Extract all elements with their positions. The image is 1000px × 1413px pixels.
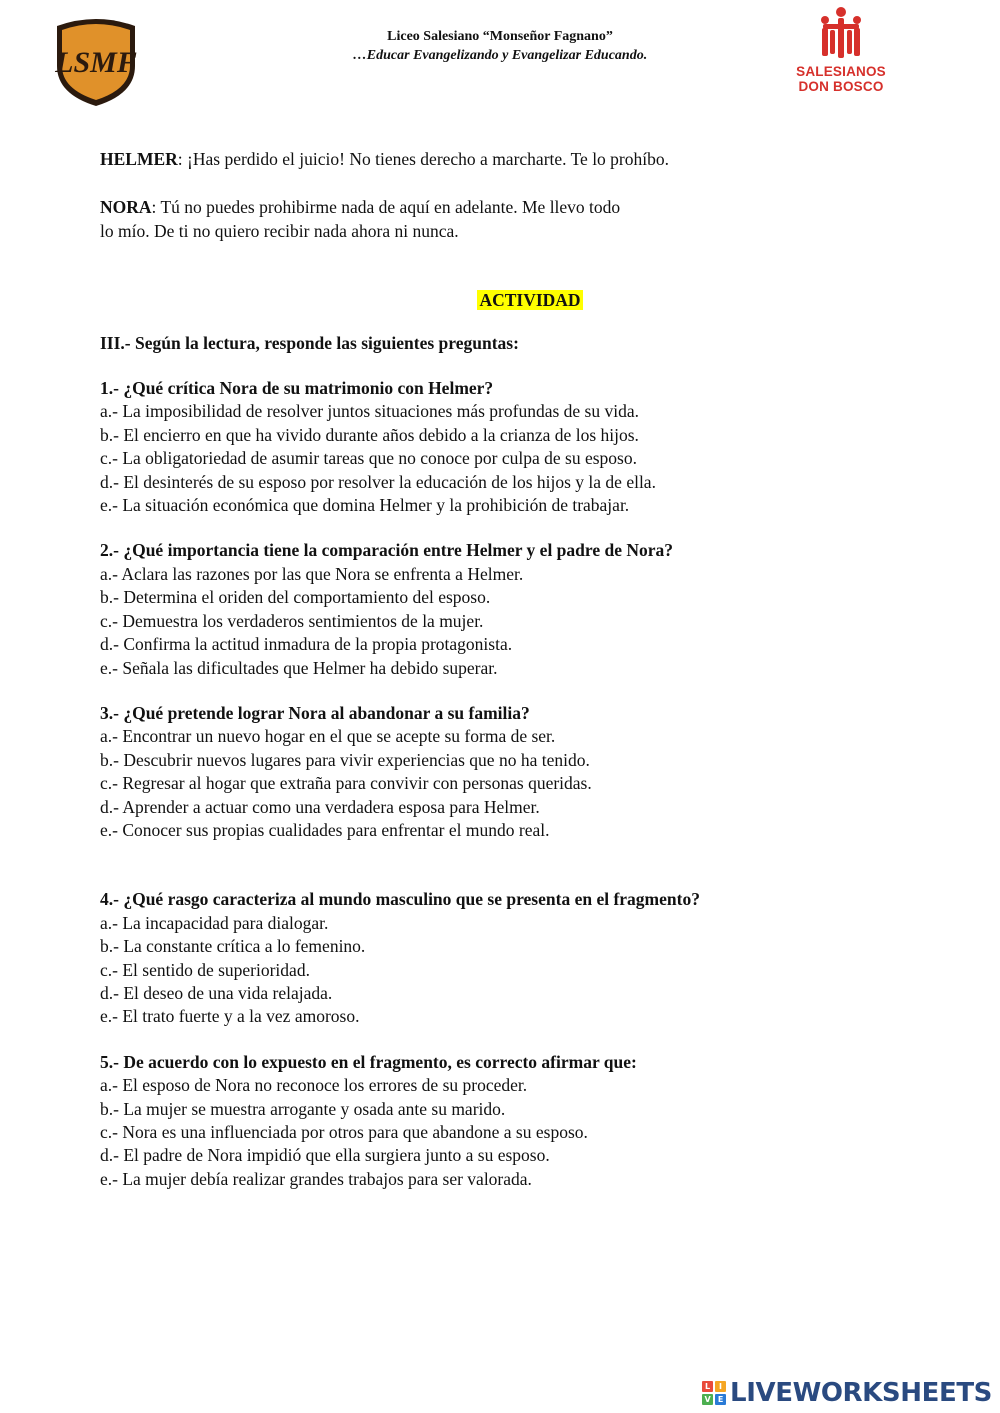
answer-option[interactable]: c.- Regresar al hogar que extraña para convivir con personas queridas. — [100, 773, 592, 794]
answer-option[interactable]: a.- Aclara las razones por las que Nora se enfrenta a Helmer. — [100, 563, 524, 584]
answer-option[interactable]: a.- La imposibilidad de resolver juntos situaciones más profundas de su vida. — [100, 401, 639, 422]
answer-option[interactable]: e.- Conocer sus propias cualidades para enfrentar el mundo real. — [100, 819, 550, 840]
answer-option[interactable]: d.- El deseo de una vida relajada. — [100, 982, 333, 1003]
speaker-name: NORA — [100, 197, 152, 218]
answer-option[interactable]: e.- La mujer debía realizar grandes trabajos para ser valorada. — [100, 1168, 532, 1189]
question-title: 5.- De acuerdo con lo expuesto en el fragmento, es correcto afirmar que: — [100, 1051, 637, 1072]
answer-option[interactable]: c.- Demuestra los verdaderos sentimientos de la mujer. — [100, 610, 484, 631]
dialogue-line: : ¡Has perdido el juicio! No tienes derecho a marcharte. Te lo prohíbo. — [177, 149, 669, 169]
activity-title: ACTIVIDAD — [479, 290, 581, 311]
question-title: 3.- ¿Qué pretende lograr Nora al abandonar a su familia? — [100, 702, 530, 723]
don-bosco-text: DON BOSCO — [798, 79, 884, 94]
answer-option[interactable]: d.- El padre de Nora impidió que ella surgiera junto a su esposo. — [100, 1145, 550, 1166]
question-title: 4.- ¿Qué rasgo caracteriza al mundo masculino que se presenta en el fragmento? — [100, 889, 700, 910]
answer-option[interactable]: c.- La obligatoriedad de asumir tareas que no conoce por culpa de su esposo. — [100, 448, 637, 469]
salesianos-figures-icon — [813, 6, 869, 64]
answer-option[interactable]: a.- El esposo de Nora no reconoce los errores de su proceder. — [100, 1075, 528, 1096]
answer-option[interactable]: b.- Descubrir nuevos lugares para vivir experiencias que no ha tenido. — [100, 749, 590, 770]
school-name: Liceo Salesiano “Monseñor Fagnano” — [387, 29, 613, 44]
svg-text:LSMF: LSMF — [55, 46, 137, 79]
salesianos-text: SALESIANOS — [796, 64, 886, 79]
dialogue-nora — [100, 196, 960, 243]
icon-letter: L — [702, 1381, 713, 1392]
answer-option[interactable]: e.- La situación económica que domina Helmer y la prohibición de trabajar. — [100, 495, 630, 516]
liveworksheets-watermark — [702, 1375, 992, 1411]
answer-option[interactable]: a.- Encontrar un nuevo hogar en el que se acepte su forma de ser. — [100, 726, 556, 747]
salesianos-logo — [786, 6, 896, 106]
icon-letter: E — [715, 1394, 726, 1405]
school-motto: …Educar Evangelizando y Evangelizar Educando. — [352, 48, 648, 63]
answer-option[interactable]: e.- El trato fuerte y a la vez amoroso. — [100, 1006, 360, 1027]
dialogue-helmer — [100, 148, 960, 171]
dialogue-line: lo mío. De ti no quiero recibir nada ahora ni nunca. — [100, 220, 459, 241]
activity-heading — [100, 289, 960, 312]
icon-letter: V — [702, 1394, 713, 1405]
liveworksheets-icon — [702, 1381, 726, 1405]
question-title: 1.- ¿Qué crítica Nora de su matrimonio con Helmer? — [100, 378, 494, 399]
question-title: 2.- ¿Qué importancia tiene la comparación entre Helmer y el padre de Nora? — [100, 540, 674, 561]
icon-letter: I — [715, 1381, 726, 1392]
answer-option[interactable]: d.- El desinterés de su esposo por resolver la educación de los hijos y la de ella. — [100, 471, 656, 492]
school-shield-logo — [52, 14, 140, 108]
answer-option[interactable]: b.- La constante crítica a lo femenino. — [100, 936, 366, 957]
answer-option[interactable]: d.- Aprender a actuar como una verdadera esposa para Helmer. — [100, 796, 540, 817]
answer-option[interactable]: b.- Determina el oriden del comportamiento del esposo. — [100, 587, 491, 608]
answer-option[interactable]: d.- Confirma la actitud inmadura de la propia protagonista. — [100, 634, 513, 655]
page-header — [250, 28, 750, 66]
worksheet-content — [100, 148, 960, 1191]
answer-option[interactable]: c.- Nora es una influenciada por otros para que abandone a su esposo. — [100, 1122, 588, 1142]
dialogue-line: : Tú no puedes prohibirme nada de aquí en adelante. Me llevo todo — [151, 197, 621, 218]
answer-option[interactable]: b.- El encierro en que ha vivido durante años debido a la crianza de los hijos. — [100, 424, 639, 445]
answer-option[interactable]: b.- La mujer se muestra arrogante y osada ante su marido. — [100, 1098, 506, 1119]
answer-option[interactable]: a.- La incapacidad para dialogar. — [100, 912, 329, 933]
answer-option[interactable]: e.- Señala las dificultades que Helmer ha debido superar. — [100, 657, 498, 678]
instruction-text: III.- Según la lectura, responde las siguientes preguntas: — [100, 332, 519, 353]
speaker-name: HELMER — [100, 149, 178, 169]
liveworksheets-brand: LIVEWORKSHEETS — [730, 1378, 992, 1408]
answer-option[interactable]: c.- El sentido de superioridad. — [100, 959, 310, 980]
